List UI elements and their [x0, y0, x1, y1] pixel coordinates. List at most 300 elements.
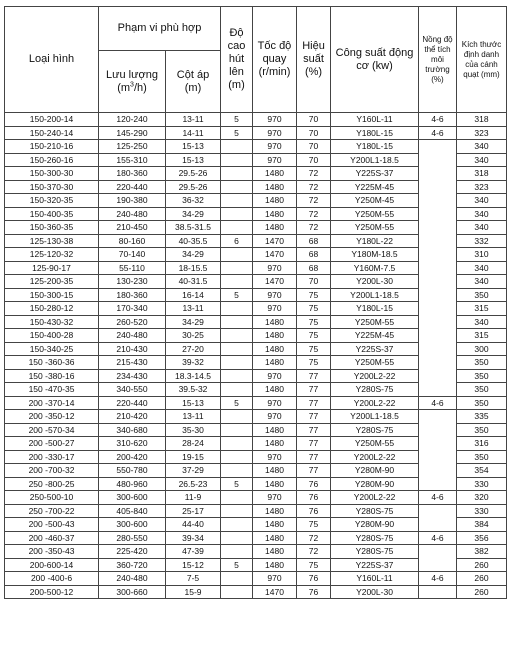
cell-head: 18.3-14.5 — [166, 369, 221, 383]
cell-efficiency: 70 — [297, 153, 331, 167]
cell-head: 39-32 — [166, 356, 221, 370]
table-row — [5, 585, 507, 599]
cell-model: 150-370-30 — [5, 180, 99, 194]
cell-model: 200 -460-37 — [5, 531, 99, 545]
cell-head: 25-17 — [166, 504, 221, 518]
cell-efficiency: 77 — [297, 423, 331, 437]
header-toc-do: Tốc độ quay (r/min) — [253, 7, 297, 113]
cell-impeller-size: 340 — [457, 261, 507, 275]
cell-efficiency: 75 — [297, 356, 331, 370]
cell-speed: 1470 — [253, 234, 297, 248]
cell-flow: 260-520 — [99, 315, 166, 329]
cell-concentration: 4-6 — [419, 113, 457, 127]
cell-impeller-size: 350 — [457, 396, 507, 410]
cell-speed: 1480 — [253, 504, 297, 518]
cell-concentration — [419, 410, 457, 491]
cell-flow: 300-600 — [99, 518, 166, 532]
cell-efficiency: 70 — [297, 140, 331, 154]
cell-suction-height — [221, 221, 253, 235]
cell-motor-power: Y250M-55 — [331, 221, 419, 235]
cell-suction-height — [221, 464, 253, 478]
cell-model: 150-260-16 — [5, 153, 99, 167]
cell-flow: 234-430 — [99, 369, 166, 383]
cell-head: 15-13 — [166, 140, 221, 154]
cell-head: 16-14 — [166, 288, 221, 302]
cell-flow: 210-450 — [99, 221, 166, 235]
cell-concentration — [419, 504, 457, 531]
cell-flow: 240-480 — [99, 207, 166, 221]
cell-suction-height — [221, 504, 253, 518]
table-row — [5, 491, 507, 505]
cell-head: 40-35.5 — [166, 234, 221, 248]
table-row — [5, 126, 507, 140]
cell-head: 47-39 — [166, 545, 221, 559]
cell-flow: 240-480 — [99, 329, 166, 343]
cell-impeller-size: 340 — [457, 153, 507, 167]
cell-head: 15-9 — [166, 585, 221, 599]
cell-head: 36-32 — [166, 194, 221, 208]
cell-motor-power: Y200L2-22 — [331, 450, 419, 464]
cell-speed: 1480 — [253, 558, 297, 572]
cell-efficiency: 76 — [297, 585, 331, 599]
header-pham-vi: Phạm vi phù hợp — [99, 7, 221, 51]
cell-flow: 155-310 — [99, 153, 166, 167]
cell-head: 29.5-26 — [166, 180, 221, 194]
cell-speed: 970 — [253, 261, 297, 275]
cell-flow: 225-420 — [99, 545, 166, 559]
cell-speed: 970 — [253, 140, 297, 154]
cell-suction-height: 5 — [221, 113, 253, 127]
cell-flow: 210-420 — [99, 410, 166, 424]
cell-motor-power: Y200L1-18.5 — [331, 410, 419, 424]
cell-model: 125-120-32 — [5, 248, 99, 262]
cell-concentration: 4-6 — [419, 396, 457, 410]
cell-model: 125-200-35 — [5, 275, 99, 289]
cell-head: 44-40 — [166, 518, 221, 532]
cell-model: 200 -400-6 — [5, 572, 99, 586]
cell-suction-height — [221, 153, 253, 167]
cell-impeller-size: 332 — [457, 234, 507, 248]
header-kich-thuoc: Kích thước định danh của cánh quạt (mm) — [457, 7, 507, 113]
cell-impeller-size: 323 — [457, 126, 507, 140]
cell-efficiency: 72 — [297, 545, 331, 559]
cell-efficiency: 75 — [297, 288, 331, 302]
cell-head: 13-11 — [166, 302, 221, 316]
cell-speed: 1480 — [253, 464, 297, 478]
cell-impeller-size: 382 — [457, 545, 507, 559]
cell-motor-power: Y280S-75 — [331, 531, 419, 545]
cell-speed: 1480 — [253, 383, 297, 397]
cell-motor-power: Y280M-90 — [331, 518, 419, 532]
table-row — [5, 504, 507, 518]
table-row — [5, 396, 507, 410]
cell-head: 34-29 — [166, 315, 221, 329]
cell-speed: 1480 — [253, 180, 297, 194]
cell-head: 13-11 — [166, 410, 221, 424]
cell-flow: 550-780 — [99, 464, 166, 478]
cell-motor-power: Y280S-75 — [331, 504, 419, 518]
cell-speed: 970 — [253, 396, 297, 410]
cell-motor-power: Y250M-55 — [331, 207, 419, 221]
pump-spec-table — [4, 6, 507, 599]
cell-model: 150-320-35 — [5, 194, 99, 208]
cell-head: 34-29 — [166, 248, 221, 262]
cell-concentration — [419, 140, 457, 397]
cell-flow: 280-550 — [99, 531, 166, 545]
cell-efficiency: 72 — [297, 207, 331, 221]
cell-flow: 405-840 — [99, 504, 166, 518]
cell-flow: 125-250 — [99, 140, 166, 154]
cell-efficiency: 76 — [297, 572, 331, 586]
cell-impeller-size: 350 — [457, 369, 507, 383]
cell-impeller-size: 300 — [457, 342, 507, 356]
cell-impeller-size: 335 — [457, 410, 507, 424]
cell-head: 30-25 — [166, 329, 221, 343]
cell-speed: 970 — [253, 113, 297, 127]
cell-impeller-size: 340 — [457, 194, 507, 208]
cell-efficiency: 76 — [297, 477, 331, 491]
cell-efficiency: 77 — [297, 383, 331, 397]
cell-concentration: 4-6 — [419, 531, 457, 545]
cell-suction-height — [221, 342, 253, 356]
cell-head: 34-29 — [166, 207, 221, 221]
header-luu-luong-unit-post: /h) — [133, 81, 147, 94]
cell-speed: 970 — [253, 491, 297, 505]
cell-suction-height: 6 — [221, 234, 253, 248]
cell-model: 250 -700-22 — [5, 504, 99, 518]
cell-efficiency: 75 — [297, 558, 331, 572]
cell-model: 200 -330-17 — [5, 450, 99, 464]
cell-head: 28-24 — [166, 437, 221, 451]
cell-suction-height — [221, 450, 253, 464]
cell-model: 150-280-12 — [5, 302, 99, 316]
cell-flow: 360-720 — [99, 558, 166, 572]
cell-efficiency: 70 — [297, 275, 331, 289]
cell-suction-height — [221, 275, 253, 289]
cell-suction-height — [221, 491, 253, 505]
cell-flow: 210-430 — [99, 342, 166, 356]
cell-flow: 300-660 — [99, 585, 166, 599]
header-loai-hinh: Loại hình — [5, 7, 99, 113]
cell-suction-height — [221, 180, 253, 194]
cell-flow: 220-440 — [99, 180, 166, 194]
cell-flow: 120-240 — [99, 113, 166, 127]
header-luu-luong-unit-pre: (m — [117, 81, 131, 94]
cell-head: 11-9 — [166, 491, 221, 505]
cell-impeller-size: 315 — [457, 329, 507, 343]
cell-flow: 310-620 — [99, 437, 166, 451]
cell-impeller-size: 350 — [457, 288, 507, 302]
cell-flow: 180-360 — [99, 288, 166, 302]
cell-impeller-size: 310 — [457, 248, 507, 262]
cell-flow: 240-480 — [99, 572, 166, 586]
cell-efficiency: 77 — [297, 410, 331, 424]
cell-flow: 215-430 — [99, 356, 166, 370]
cell-impeller-size: 260 — [457, 558, 507, 572]
cell-motor-power: Y280S-75 — [331, 383, 419, 397]
cell-motor-power: Y225M-45 — [331, 180, 419, 194]
cell-efficiency: 77 — [297, 396, 331, 410]
cell-speed: 1480 — [253, 329, 297, 343]
cell-motor-power: Y160L-11 — [331, 113, 419, 127]
cell-model: 250-500-10 — [5, 491, 99, 505]
cell-suction-height — [221, 545, 253, 559]
header-cot-ap — [166, 51, 221, 113]
cell-efficiency: 77 — [297, 369, 331, 383]
cell-model: 150-300-15 — [5, 288, 99, 302]
cell-motor-power: Y225S-37 — [331, 558, 419, 572]
cell-model: 150 -380-16 — [5, 369, 99, 383]
footnote — [4, 658, 6, 664]
cell-flow: 340-550 — [99, 383, 166, 397]
cell-impeller-size: 318 — [457, 113, 507, 127]
cell-model: 150-400-35 — [5, 207, 99, 221]
cell-impeller-size: 330 — [457, 477, 507, 491]
cell-speed: 970 — [253, 572, 297, 586]
table-row — [5, 545, 507, 559]
cell-concentration — [419, 585, 457, 599]
cell-efficiency: 77 — [297, 450, 331, 464]
cell-model: 200 -700-32 — [5, 464, 99, 478]
cell-motor-power: Y180L-15 — [331, 126, 419, 140]
header-cot-ap-label: Cột áp — [176, 68, 210, 81]
cell-suction-height — [221, 437, 253, 451]
cell-speed: 1480 — [253, 437, 297, 451]
cell-model: 150-200-14 — [5, 113, 99, 127]
cell-model: 200 -570-34 — [5, 423, 99, 437]
cell-head: 15-13 — [166, 153, 221, 167]
cell-motor-power: Y200L2-22 — [331, 369, 419, 383]
cell-suction-height: 5 — [221, 126, 253, 140]
cell-model: 200 -370-14 — [5, 396, 99, 410]
cell-speed: 1480 — [253, 207, 297, 221]
cell-speed: 1480 — [253, 194, 297, 208]
cell-model: 125-130-38 — [5, 234, 99, 248]
cell-speed: 1480 — [253, 531, 297, 545]
cell-motor-power: Y200L1-18.5 — [331, 153, 419, 167]
cell-head: 39.5-32 — [166, 383, 221, 397]
cell-suction-height: 5 — [221, 396, 253, 410]
cell-model: 250 -800-25 — [5, 477, 99, 491]
cell-suction-height: 5 — [221, 477, 253, 491]
cell-impeller-size: 340 — [457, 207, 507, 221]
table-row — [5, 113, 507, 127]
cell-suction-height — [221, 423, 253, 437]
cell-flow: 480-960 — [99, 477, 166, 491]
cell-model: 200-600-14 — [5, 558, 99, 572]
cell-head: 39-34 — [166, 531, 221, 545]
cell-model: 150-210-16 — [5, 140, 99, 154]
cell-motor-power: Y200L-30 — [331, 585, 419, 599]
cell-speed: 970 — [253, 450, 297, 464]
cell-efficiency: 75 — [297, 315, 331, 329]
cell-motor-power: Y225S-37 — [331, 342, 419, 356]
cell-motor-power: Y180L-15 — [331, 140, 419, 154]
cell-impeller-size: 315 — [457, 302, 507, 316]
cell-motor-power: Y200L-30 — [331, 275, 419, 289]
cell-motor-power: Y200L2-22 — [331, 491, 419, 505]
cell-head: 13-11 — [166, 113, 221, 127]
header-nong-do: Nồng độ thể tích môi trường (%) — [419, 7, 457, 113]
cell-speed: 1480 — [253, 518, 297, 532]
cell-suction-height — [221, 261, 253, 275]
cell-impeller-size: 260 — [457, 572, 507, 586]
cell-model: 150 -360-36 — [5, 356, 99, 370]
cell-motor-power: Y160L-11 — [331, 572, 419, 586]
cell-concentration: 4-6 — [419, 491, 457, 505]
cell-flow: 340-680 — [99, 423, 166, 437]
cell-motor-power: Y200L1-18.5 — [331, 288, 419, 302]
cell-head: 19-15 — [166, 450, 221, 464]
cell-efficiency: 76 — [297, 491, 331, 505]
cell-model: 150 -470-35 — [5, 383, 99, 397]
cell-suction-height — [221, 302, 253, 316]
cell-impeller-size: 318 — [457, 167, 507, 181]
cell-impeller-size: 350 — [457, 450, 507, 464]
cell-speed: 1470 — [253, 248, 297, 262]
cell-speed: 970 — [253, 410, 297, 424]
cell-suction-height — [221, 572, 253, 586]
cell-model: 150-360-35 — [5, 221, 99, 235]
cell-flow: 200-420 — [99, 450, 166, 464]
cell-head: 37-29 — [166, 464, 221, 478]
cell-efficiency: 72 — [297, 180, 331, 194]
cell-flow: 80-160 — [99, 234, 166, 248]
cell-suction-height — [221, 356, 253, 370]
cell-impeller-size: 340 — [457, 275, 507, 289]
cell-motor-power: Y250M-55 — [331, 437, 419, 451]
cell-motor-power: Y200L2-22 — [331, 396, 419, 410]
cell-model: 150-430-32 — [5, 315, 99, 329]
cell-suction-height — [221, 140, 253, 154]
cell-suction-height — [221, 585, 253, 599]
cell-suction-height — [221, 167, 253, 181]
cell-suction-height — [221, 383, 253, 397]
cell-suction-height — [221, 518, 253, 532]
cell-suction-height — [221, 248, 253, 262]
cell-impeller-size: 316 — [457, 437, 507, 451]
cell-flow: 180-360 — [99, 167, 166, 181]
cell-motor-power: Y225M-45 — [331, 329, 419, 343]
cell-speed: 1480 — [253, 477, 297, 491]
cell-model: 200 -500-43 — [5, 518, 99, 532]
cell-motor-power: Y280S-75 — [331, 423, 419, 437]
cell-efficiency: 72 — [297, 221, 331, 235]
header-luu-luong-label: Lưu lượng — [106, 68, 158, 81]
cell-efficiency: 75 — [297, 302, 331, 316]
cell-motor-power: Y180L-15 — [331, 302, 419, 316]
cell-speed: 1480 — [253, 221, 297, 235]
table-row — [5, 140, 507, 154]
cell-motor-power: Y280M-90 — [331, 477, 419, 491]
cell-model: 150-400-28 — [5, 329, 99, 343]
cell-suction-height: 5 — [221, 288, 253, 302]
cell-speed: 1480 — [253, 356, 297, 370]
cell-efficiency: 72 — [297, 194, 331, 208]
cell-motor-power: Y250M-45 — [331, 194, 419, 208]
cell-impeller-size: 350 — [457, 423, 507, 437]
cell-motor-power: Y280S-75 — [331, 545, 419, 559]
cell-suction-height — [221, 194, 253, 208]
cell-speed: 970 — [253, 369, 297, 383]
cell-motor-power: Y180M-18.5 — [331, 248, 419, 262]
cell-impeller-size: 354 — [457, 464, 507, 478]
cell-impeller-size: 340 — [457, 140, 507, 154]
header-luu-luong — [99, 51, 166, 113]
cell-motor-power: Y280M-90 — [331, 464, 419, 478]
table-row — [5, 572, 507, 586]
cell-impeller-size: 323 — [457, 180, 507, 194]
cell-efficiency: 68 — [297, 234, 331, 248]
cell-suction-height — [221, 369, 253, 383]
cell-motor-power: Y250M-55 — [331, 356, 419, 370]
cell-model: 150-240-14 — [5, 126, 99, 140]
header-do-cao: Độ cao hút lên (m) — [221, 7, 253, 113]
cell-flow: 145-290 — [99, 126, 166, 140]
cell-efficiency: 70 — [297, 126, 331, 140]
cell-head: 15-13 — [166, 396, 221, 410]
cell-flow: 70-140 — [99, 248, 166, 262]
cell-impeller-size: 260 — [457, 585, 507, 599]
cell-suction-height: 5 — [221, 558, 253, 572]
cell-impeller-size: 330 — [457, 504, 507, 518]
cell-flow: 130-230 — [99, 275, 166, 289]
cell-model: 200-500-12 — [5, 585, 99, 599]
cell-speed: 970 — [253, 153, 297, 167]
cell-impeller-size: 356 — [457, 531, 507, 545]
header-hieu-suat: Hiệu suất (%) — [297, 7, 331, 113]
cell-impeller-size: 340 — [457, 221, 507, 235]
cell-head: 38.5-31.5 — [166, 221, 221, 235]
cell-speed: 970 — [253, 302, 297, 316]
cell-model: 150-300-30 — [5, 167, 99, 181]
cell-efficiency: 77 — [297, 437, 331, 451]
cell-head: 29.5-26 — [166, 167, 221, 181]
cell-flow: 190-380 — [99, 194, 166, 208]
cell-model: 150-340-25 — [5, 342, 99, 356]
cell-suction-height — [221, 329, 253, 343]
cell-efficiency: 75 — [297, 329, 331, 343]
cell-suction-height — [221, 531, 253, 545]
cell-efficiency: 72 — [297, 167, 331, 181]
header-cong-suat: Công suất động cơ (kw) — [331, 7, 419, 113]
cell-efficiency: 75 — [297, 342, 331, 356]
cell-speed: 1480 — [253, 342, 297, 356]
cell-speed: 1470 — [253, 275, 297, 289]
cell-concentration — [419, 545, 457, 572]
cell-flow: 220-440 — [99, 396, 166, 410]
table-row — [5, 410, 507, 424]
cell-flow: 170-340 — [99, 302, 166, 316]
cell-motor-power: Y160M-7.5 — [331, 261, 419, 275]
cell-motor-power: Y180L-22 — [331, 234, 419, 248]
header-luu-luong-unit-sup: 3 — [130, 80, 134, 88]
cell-head: 35-30 — [166, 423, 221, 437]
cell-motor-power: Y250M-55 — [331, 315, 419, 329]
cell-concentration: 4-6 — [419, 572, 457, 586]
cell-speed: 1480 — [253, 423, 297, 437]
cell-head: 14-11 — [166, 126, 221, 140]
cell-efficiency: 68 — [297, 261, 331, 275]
cell-model: 200 -500-27 — [5, 437, 99, 451]
cell-model: 125-90-17 — [5, 261, 99, 275]
cell-head: 27-20 — [166, 342, 221, 356]
cell-speed: 1480 — [253, 315, 297, 329]
cell-impeller-size: 350 — [457, 383, 507, 397]
cell-head: 26.5-23 — [166, 477, 221, 491]
cell-speed: 970 — [253, 126, 297, 140]
cell-suction-height — [221, 410, 253, 424]
